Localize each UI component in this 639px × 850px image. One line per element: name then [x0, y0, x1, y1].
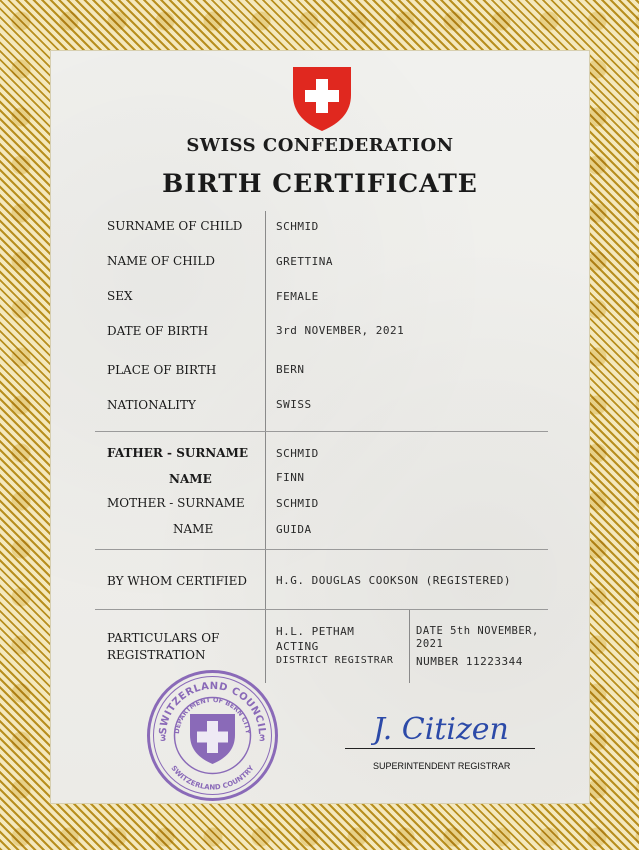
- certified-by-label: BY WHOM CERTIFIED: [107, 574, 248, 588]
- name-of-child-label: NAME OF CHILD: [107, 254, 215, 268]
- confederation-title: SWISS CONFEDERATION: [186, 135, 454, 156]
- registrar-name: H.L. PETHAM: [276, 625, 355, 638]
- certified-by-value: H.G. DOUGLAS COOKSON (REGISTERED): [276, 574, 512, 587]
- surname-of-child-value: SCHMID: [276, 220, 319, 233]
- nationality-value: SWISS: [276, 398, 312, 411]
- date-of-birth-label: DATE OF BIRTH: [107, 324, 209, 338]
- sex-label: SEX: [107, 289, 133, 303]
- swiss-shield-icon: [291, 65, 353, 133]
- svg-text:SWITZERLAND COUNTRY: [169, 764, 256, 792]
- father-surname-label: FATHER - SURNAME: [107, 446, 249, 460]
- registrar-acting: ACTING: [276, 640, 319, 653]
- section-divider: [95, 609, 548, 610]
- signature: [371, 709, 531, 749]
- signature-text: J. Citizen: [373, 712, 509, 747]
- registration-label-line1: PARTICULARS OF: [107, 631, 220, 645]
- mother-name-label: NAME: [173, 522, 214, 536]
- father-surname-value: SCHMID: [276, 447, 319, 460]
- mother-surname-label: MOTHER - SURNAME: [107, 496, 245, 510]
- council-stamp: [146, 669, 279, 802]
- section-divider: [95, 431, 548, 432]
- registration-number: NUMBER 11223344: [416, 655, 523, 668]
- father-name-label: NAME: [169, 472, 212, 486]
- registrar-title: DISTRICT REGISTRAR: [276, 655, 394, 666]
- registration-label-line2: REGISTRATION: [107, 648, 206, 662]
- place-of-birth-value: BERN: [276, 363, 305, 376]
- sex-value: FEMALE: [276, 290, 319, 303]
- stamp-bottom-text: SWITZERLAND COUNTRY: [169, 764, 256, 792]
- stamp-left-number: 3: [160, 734, 167, 744]
- mother-name-value: GUIDA: [276, 523, 312, 536]
- father-name-value: FINN: [276, 471, 305, 484]
- place-of-birth-label: PLACE OF BIRTH: [107, 363, 217, 377]
- signature-line: [345, 748, 535, 749]
- certificate-title: BIRTH CERTIFICATE: [162, 169, 478, 198]
- column-divider: [265, 549, 266, 609]
- surname-of-child-label: SURNAME OF CHILD: [107, 219, 243, 233]
- certificate-paper: [50, 50, 590, 804]
- column-divider: [409, 609, 410, 683]
- section-divider: [95, 549, 548, 550]
- stamp-right-number: 3: [259, 734, 266, 744]
- date-of-birth-value: 3rd NOVEMBER, 2021: [276, 324, 405, 337]
- signature-title: SUPERINTENDENT REGISTRAR: [373, 761, 511, 771]
- stamp-inner-text: DEPARTMENT OF BERN CITY: [172, 695, 253, 735]
- stamp-top-text: SWITZERLAND COUNCIL: [157, 680, 268, 736]
- name-of-child-value: GRETTINA: [276, 255, 333, 268]
- column-divider: [265, 431, 266, 549]
- nationality-label: NATIONALITY: [107, 398, 196, 412]
- column-divider: [265, 211, 266, 431]
- mother-surname-value: SCHMID: [276, 497, 319, 510]
- registration-date-line1: DATE 5th NOVEMBER,: [416, 625, 539, 637]
- registration-date-line2: 2021: [416, 638, 444, 650]
